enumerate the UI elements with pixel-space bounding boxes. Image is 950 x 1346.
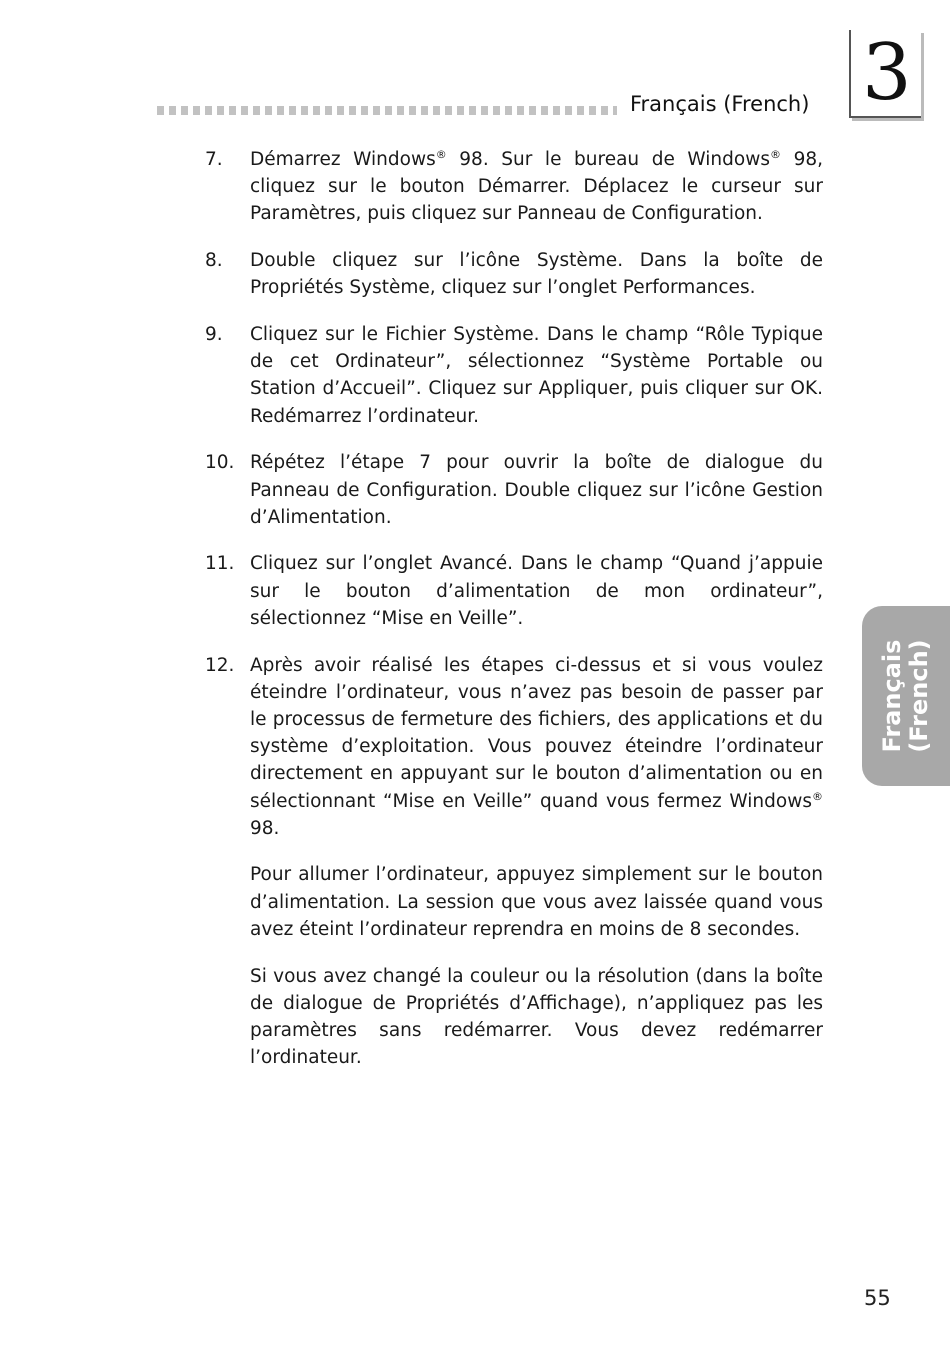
item-text-part: Démarrez Windows — [250, 149, 436, 170]
list-item — [205, 449, 823, 531]
item-text-part: 98. Sur le bureau de Windows — [446, 149, 770, 170]
item-number: 10. — [205, 452, 235, 474]
section-title: Français (French) — [630, 92, 810, 116]
item-number: 7. — [205, 149, 223, 170]
chapter-number: 3 — [862, 28, 912, 118]
page-number: 55 — [864, 1286, 891, 1310]
list-item — [205, 247, 823, 301]
item-text-part: 98. — [250, 817, 280, 839]
item-text: Cliquez sur le Fichier Système. Dans le champ “Rôle Typique de cet Ordinateur”, sélectionnez “Système Portable ou Station d’Accueil”. Cliquez sur Appliquer, puis cliquer sur OK. Redémarrez l’ordinateur. — [250, 324, 823, 427]
side-tab-line-2: (French) — [905, 639, 933, 753]
header-dot-rule — [157, 106, 617, 115]
list-item — [205, 321, 823, 430]
paragraph: Pour allumer l’ordinateur, appuyez simplement sur le bouton d’alimentation. La session que vous avez laissée quand vous avez éteint l’ordinateur reprendra en moins de 8 secondes. — [250, 864, 823, 940]
language-side-tab — [862, 606, 950, 786]
item-number: 8. — [205, 250, 223, 272]
list-item — [205, 146, 823, 228]
item-text-part: Après avoir réalisé les étapes ci-dessus et si vous voulez éteindre l’ordinateur, vous n’avez pas besoin de passer par le processus de fermeture des fichiers, des applications et du système d’exploitation. Vous pouvez éteindre l’ordinateur directement en appuyant sur le bouton d’alimentation ou en sélectionnant “Mise en Veille” quand vous fermez Windows — [250, 654, 823, 812]
item-text — [250, 652, 823, 842]
side-tab-label — [879, 639, 933, 752]
registered-mark: ® — [435, 148, 447, 161]
item-number: 11. — [205, 553, 235, 575]
instructions — [205, 146, 823, 1091]
side-tab-line-1: Français — [878, 639, 906, 753]
paragraph: Si vous avez changé la couleur ou la résolution (dans la boîte de dialogue de Propriétés d’Affichage), n’appliquez pas les paramètres sans redémarrer. Vous devez redémarrer l’ordinateur. — [250, 965, 823, 1069]
registered-mark: ® — [770, 148, 781, 161]
item-text: Cliquez sur l’onglet Avancé. Dans le champ “Quand j’appuie sur le bouton d’alimentation de mon ordinateur”, sélectionnez “Mise en Veille”. — [250, 553, 823, 629]
list-item — [205, 550, 823, 632]
item-text: Double cliquez sur l’icône Système. Dans la boîte de Propriétés Système, cliquez sur l’onglet Performances. — [250, 250, 823, 299]
registered-mark: ® — [812, 789, 823, 803]
item-text: Répétez l’étape 7 pour ouvrir la boîte de dialogue du Panneau de Configuration. Double cliquez sur l’icône Gestion d’Alimentation. — [250, 452, 823, 528]
item-number: 12. — [205, 654, 235, 676]
item-number: 9. — [205, 324, 223, 346]
item-text — [250, 146, 823, 228]
list-item — [205, 652, 823, 842]
item-text-part: 98, cliquez sur le bouton Démarrer. Déplacez le curseur sur Paramètres, puis cliquez sur Panneau de Configuration. — [250, 149, 823, 225]
